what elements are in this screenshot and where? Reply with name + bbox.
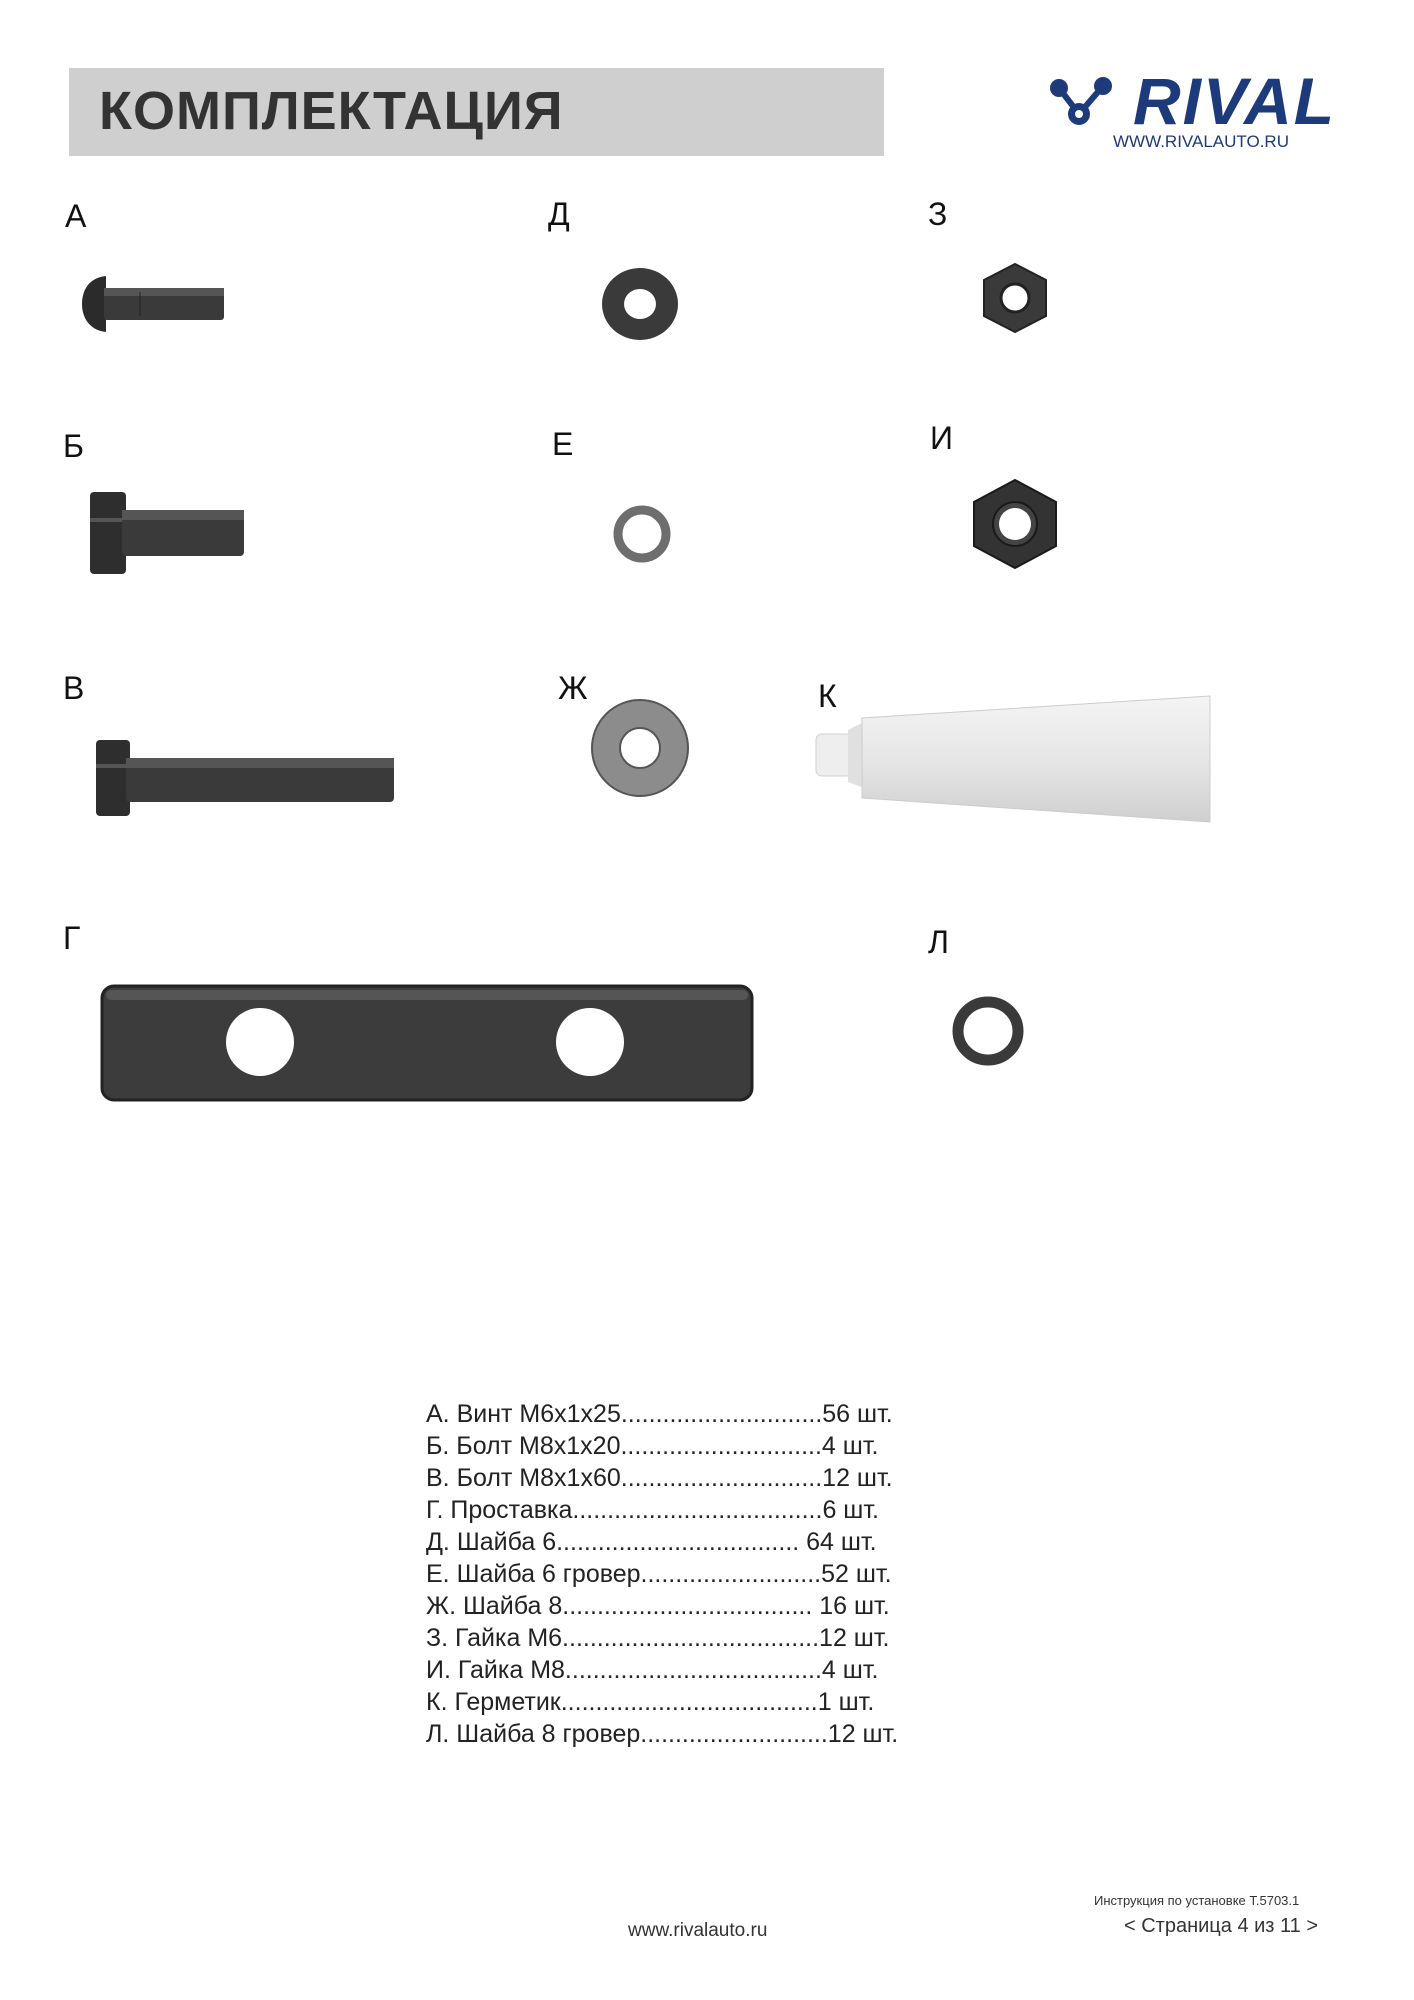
- flat-washer-6-icon: [598, 264, 682, 344]
- label-a: А: [65, 198, 87, 234]
- title-bar: [69, 68, 884, 156]
- hex-bolt-short-icon: [88, 488, 248, 578]
- spring-washer-6-icon: [612, 504, 672, 564]
- footer-url[interactable]: www.rivalauto.ru: [628, 1920, 768, 1941]
- logo-wordmark: RIVAL: [1133, 64, 1337, 138]
- list-item: А. Винт М6х1х25.............................56 шт.: [426, 1400, 893, 1428]
- hex-bolt-long-icon: [94, 738, 398, 818]
- sealant-tube-icon: [814, 690, 1216, 830]
- hex-nut-m6-icon: [980, 262, 1050, 334]
- list-item: Д. Шайба 6................................... 64 шт.: [426, 1528, 877, 1556]
- label-d: Д: [548, 196, 570, 232]
- label-z: З: [928, 196, 948, 232]
- logo-url: WWW.RIVALAUTO.RU: [1113, 132, 1289, 151]
- parts-list: [426, 1398, 986, 1750]
- list-item: К. Герметик.....................................1 шт.: [426, 1688, 875, 1716]
- list-item: Б. Болт М8х1х20.............................4 шт.: [426, 1432, 879, 1460]
- label-e: Е: [552, 426, 574, 462]
- label-b: Б: [63, 428, 84, 464]
- spring-washer-8-icon: [950, 994, 1026, 1068]
- flat-washer-8-icon: [588, 696, 692, 800]
- page-number: < Страница 4 из 11 >: [1124, 1915, 1319, 1937]
- rival-logo: [1045, 64, 1355, 158]
- label-v: В: [63, 670, 85, 706]
- footer-doc-ref: Инструкция по установке Т.5703.1: [1094, 1893, 1300, 1908]
- label-i: И: [930, 420, 953, 456]
- logo-mark-icon: [1045, 74, 1127, 130]
- list-item: Г. Проставка....................................6 шт.: [426, 1496, 879, 1524]
- hex-nut-m8-icon: [970, 478, 1060, 570]
- page-title: КОМПЛЕКТАЦИЯ: [99, 81, 564, 141]
- list-item: В. Болт М8х1х60.............................12 шт.: [426, 1464, 893, 1492]
- list-item: Л. Шайба 8 гровер...........................12 шт.: [426, 1720, 899, 1748]
- label-zh: Ж: [558, 670, 588, 706]
- list-item: И. Гайка М8.....................................4 шт.: [426, 1656, 879, 1684]
- list-item: З. Гайка М6.....................................12 шт.: [426, 1624, 890, 1652]
- spacer-plate-icon: [100, 984, 756, 1104]
- list-item: Е. Шайба 6 гровер..........................52 шт.: [426, 1560, 892, 1588]
- label-g: Г: [63, 920, 81, 956]
- label-k: К: [818, 678, 837, 714]
- label-l: Л: [928, 924, 949, 960]
- button-head-screw-icon: [80, 270, 230, 340]
- list-item: Ж. Шайба 8.................................... 16 шт.: [426, 1592, 890, 1620]
